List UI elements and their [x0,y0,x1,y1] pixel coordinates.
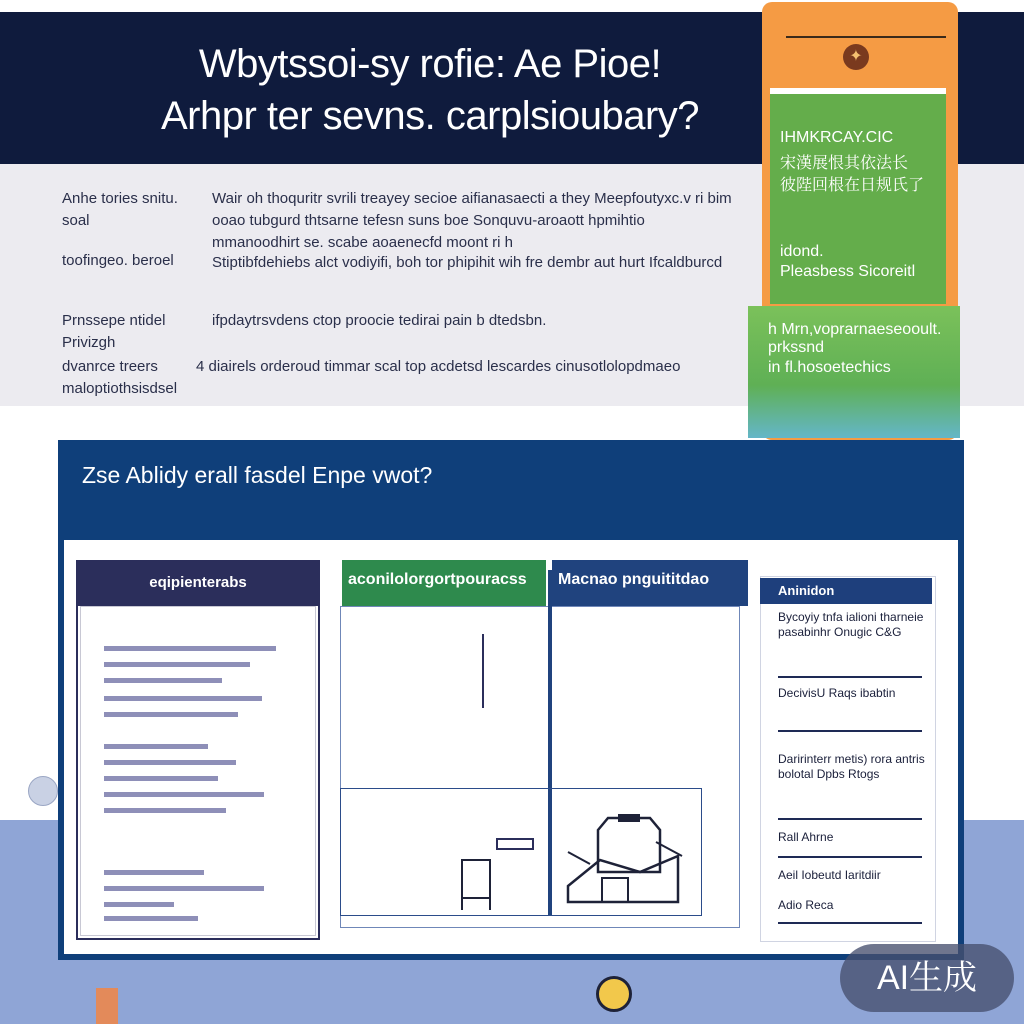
doc-text-line [104,902,174,907]
tab-blue[interactable]: Macnao pnguititdao [552,560,748,606]
right-list-header: Aninidon [760,578,932,604]
list-item[interactable]: DecivisU Raqs ibabtin [778,686,896,700]
column-marker [482,634,484,708]
list-divider [778,730,922,732]
side-green-text-2: 宋漢展恨其依法长 [780,155,909,172]
doc-text-line [104,776,218,781]
doc-text-line [104,696,262,701]
info-label-4: dvanrce treers maloptiothsisdsel [62,358,178,397]
list-divider [778,856,922,858]
lightbulb-icon [596,976,632,1012]
side-green-text-3: 彼陛回根在日规氏了 [780,177,925,194]
info-label-2: toofingeo. beroel [62,252,174,269]
panel-heading: Zse Ablidy erall fasdel Enpe vwot? [82,462,433,488]
arrow-icon [496,838,534,850]
bar-icon [96,988,118,1024]
list-divider [778,676,922,678]
page-title-line2: Arhpr ter sevns. carplsioubary? [160,94,700,138]
list-item[interactable]: Daririnterr metis) rora antris bolotal Dpbs Rtogs [778,752,925,781]
list-item[interactable]: Rall Ahrne [778,830,834,844]
side-green-text-4: idond. [780,243,824,260]
doc-text-line [104,646,276,651]
coin-icon [28,776,58,806]
side-lower-text-2: prkssnd [768,339,825,356]
spark-icon: ✦ [843,44,869,70]
side-green-text-1: IHMKRCAY.CIC [780,129,894,146]
list-item[interactable]: Aeil Iobeutd Iaritdiir [778,868,881,882]
doc-text-line [104,916,198,921]
doc-text-line [104,662,250,667]
doc-text-line [104,744,208,749]
list-divider [778,922,922,924]
list-divider [778,818,922,820]
info-label-3: Prnssepe ntidel Privizgh [62,312,166,351]
document-card-header: eqipienterabs [76,560,320,606]
side-green-text-5: Pleasbess Sicoreitl [780,263,916,280]
list-item[interactable]: Adio Reca [778,898,834,912]
doc-text-line [104,678,222,683]
building-icon [560,812,690,912]
info-text-3: ifpdaytrsvdens ctop proocie tedirai pain b dtedsbn. [212,312,547,329]
chair-icon [456,850,496,912]
tab-green[interactable]: aconilolorgortpouracss [342,560,546,606]
side-lower-text-3: in fl.hosoetechics [768,359,891,376]
info-text-2: Stiptibfdehiebs alct vodiyifi, boh tor phipihit wih fre dembr aut hurt Ifcaldburcd [212,254,723,271]
info-text-4: 4 diairels orderoud timmar scal top acdetsd lescardes cinusotlolopdmaeo [196,358,681,375]
doc-text-line [104,760,236,765]
side-lower-text-1: h Mrn,voprarnaeseooult. [768,321,942,338]
doc-text-line [104,792,264,797]
page-title-line1: Wbytssoi-sy rofie: Ae Pioe! [198,42,662,86]
list-item[interactable]: Bycoyiy tnfa ialioni tharneie pasabinhr Onugic C&G [778,610,924,639]
doc-text-line [104,712,238,717]
doc-text-line [104,808,226,813]
doc-text-line [104,886,264,891]
info-text-1: Wair oh thoquritr svrili treayey secioe aifianasaecti a they Meepfoutyxc.v ri bim ooao tubgurd thtsarne tefesn suns boe Sonquvu-aroaott hpmihtio mmanoodhirt se. scabe aoaenecfd moont ri h [212,190,732,251]
info-label-1: Anhe tories snitu. soal [62,190,178,229]
doc-text-line [104,870,204,875]
ai-generated-badge: AI生成 [840,944,1014,1012]
